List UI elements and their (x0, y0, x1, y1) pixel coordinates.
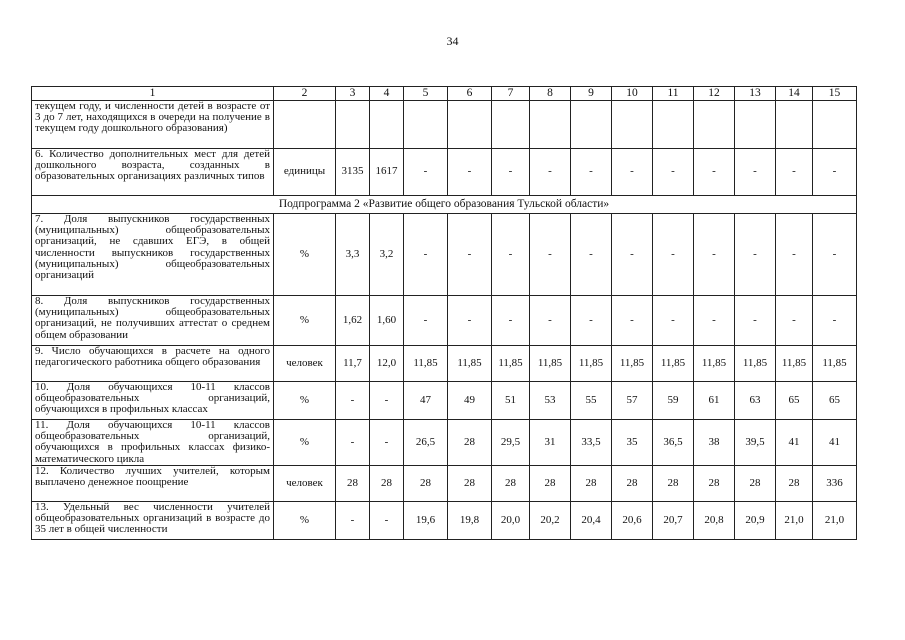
header-cell: 7 (492, 87, 530, 101)
value-cell: 11,85 (813, 346, 857, 382)
value-cell: 21,0 (813, 501, 857, 539)
value-cell: - (492, 296, 530, 346)
value-cell: - (813, 296, 857, 346)
value-cell: - (404, 214, 448, 296)
value-cell: - (530, 296, 571, 346)
value-cell: 36,5 (653, 420, 694, 466)
unit-cell: % (274, 296, 336, 346)
value-cell: 11,85 (448, 346, 492, 382)
value-cell: 21,0 (776, 501, 813, 539)
value-cell: 3,3 (336, 214, 370, 296)
value-cell: 11,85 (404, 346, 448, 382)
header-cell: 9 (571, 87, 612, 101)
value-cell (492, 101, 530, 149)
header-cell: 1 (32, 87, 274, 101)
table-row (32, 382, 857, 420)
value-cell: - (370, 420, 404, 466)
value-cell: 3135 (336, 149, 370, 196)
indicators-table (31, 86, 857, 540)
value-cell: 55 (571, 382, 612, 420)
value-cell: 28 (404, 465, 448, 501)
value-cell: 20,6 (612, 501, 653, 539)
indicator-description: 6. Количество дополнительных мест для детей дошкольного возраста, созданных в образовательных организациях различных типов (32, 149, 274, 196)
value-cell: - (735, 214, 776, 296)
indicator-description: 10. Доля обучающихся 10-11 классов общеобразовательных организаций, обучающихся в профильных классах (32, 382, 274, 420)
value-cell: 20,2 (530, 501, 571, 539)
value-cell: 11,85 (735, 346, 776, 382)
table-row (32, 465, 857, 501)
value-cell: 3,2 (370, 214, 404, 296)
value-cell: - (404, 296, 448, 346)
value-cell: 11,85 (530, 346, 571, 382)
value-cell: 38 (694, 420, 735, 466)
value-cell: - (448, 296, 492, 346)
value-cell: - (776, 296, 813, 346)
value-cell: - (776, 149, 813, 196)
value-cell: 28 (336, 465, 370, 501)
unit-cell: % (274, 420, 336, 466)
value-cell: - (612, 296, 653, 346)
indicator-description: текущем году, и численности детей в возрасте от 3 до 7 лет, находящихся в очереди на получение в текущем году дошкольного образования) (32, 101, 274, 149)
indicator-description: 7. Доля выпускников государственных (муниципальных) общеобразовательных организаций, не сдавших ЕГЭ, в общей численности выпускников государственных (муниципальных) общеобразовательных организаций (32, 214, 274, 296)
value-cell: 1,62 (336, 296, 370, 346)
value-cell (530, 101, 571, 149)
value-cell: - (735, 296, 776, 346)
value-cell: 29,5 (492, 420, 530, 466)
value-cell: 11,85 (776, 346, 813, 382)
subprogram-row (32, 196, 857, 214)
value-cell: 28 (448, 420, 492, 466)
value-cell: 39,5 (735, 420, 776, 466)
value-cell: 65 (776, 382, 813, 420)
value-cell: - (370, 501, 404, 539)
header-cell: 5 (404, 87, 448, 101)
value-cell: - (612, 214, 653, 296)
value-cell: - (694, 296, 735, 346)
header-cell: 6 (448, 87, 492, 101)
header-cell: 3 (336, 87, 370, 101)
value-cell: 51 (492, 382, 530, 420)
unit-cell: % (274, 501, 336, 539)
value-cell: - (492, 149, 530, 196)
value-cell: 11,85 (571, 346, 612, 382)
value-cell: 11,85 (653, 346, 694, 382)
value-cell: 41 (776, 420, 813, 466)
value-cell: - (404, 149, 448, 196)
value-cell (404, 101, 448, 149)
value-cell: - (336, 420, 370, 466)
table-row (32, 501, 857, 539)
value-cell: 61 (694, 382, 735, 420)
header-row (32, 87, 857, 101)
value-cell (370, 101, 404, 149)
value-cell: 12,0 (370, 346, 404, 382)
value-cell: 11,7 (336, 346, 370, 382)
value-cell: 20,8 (694, 501, 735, 539)
value-cell: - (694, 214, 735, 296)
header-cell: 2 (274, 87, 336, 101)
value-cell: 41 (813, 420, 857, 466)
indicator-description: 12. Количество лучших учителей, которым выплачено денежное поощрение (32, 465, 274, 501)
value-cell (612, 101, 653, 149)
header-cell: 12 (694, 87, 735, 101)
value-cell: 26,5 (404, 420, 448, 466)
indicator-description: 9. Число обучающихся в расчете на одного педагогического работника общего образования (32, 346, 274, 382)
value-cell: 28 (530, 465, 571, 501)
value-cell: 49 (448, 382, 492, 420)
value-cell (336, 101, 370, 149)
value-cell: - (813, 149, 857, 196)
header-cell: 15 (813, 87, 857, 101)
table-row (32, 346, 857, 382)
value-cell (694, 101, 735, 149)
value-cell: 28 (612, 465, 653, 501)
subprogram-title: Подпрограмма 2 «Развитие общего образования Тульской области» (32, 196, 857, 214)
value-cell: 20,9 (735, 501, 776, 539)
value-cell (448, 101, 492, 149)
header-cell: 4 (370, 87, 404, 101)
value-cell: - (336, 501, 370, 539)
value-cell: 28 (571, 465, 612, 501)
value-cell: - (571, 149, 612, 196)
value-cell: 28 (735, 465, 776, 501)
value-cell: 47 (404, 382, 448, 420)
value-cell: 1617 (370, 149, 404, 196)
value-cell: - (492, 214, 530, 296)
value-cell: - (776, 214, 813, 296)
value-cell: 31 (530, 420, 571, 466)
value-cell: 11,85 (694, 346, 735, 382)
indicator-description: 13. Удельный вес численности учителей общеобразовательных организаций в возрасте до 35 лет в общей численности (32, 501, 274, 539)
header-cell: 8 (530, 87, 571, 101)
value-cell: - (653, 296, 694, 346)
value-cell: 20,0 (492, 501, 530, 539)
value-cell: 57 (612, 382, 653, 420)
page-number: 34 (446, 34, 459, 48)
header-cell: 14 (776, 87, 813, 101)
value-cell: 336 (813, 465, 857, 501)
value-cell: - (612, 149, 653, 196)
value-cell: - (571, 214, 612, 296)
value-cell: - (530, 214, 571, 296)
value-cell: 53 (530, 382, 571, 420)
value-cell: 28 (492, 465, 530, 501)
value-cell: 59 (653, 382, 694, 420)
unit-cell: человек (274, 465, 336, 501)
value-cell: 28 (694, 465, 735, 501)
value-cell: 19,8 (448, 501, 492, 539)
unit-cell: человек (274, 346, 336, 382)
value-cell (735, 101, 776, 149)
value-cell (653, 101, 694, 149)
value-cell: 20,4 (571, 501, 612, 539)
value-cell: 33,5 (571, 420, 612, 466)
value-cell: 1,60 (370, 296, 404, 346)
value-cell: 19,6 (404, 501, 448, 539)
value-cell: 35 (612, 420, 653, 466)
value-cell: - (336, 382, 370, 420)
unit-cell: % (274, 382, 336, 420)
value-cell: - (653, 214, 694, 296)
value-cell: - (653, 149, 694, 196)
indicator-description: 8. Доля выпускников государственных (муниципальных) общеобразовательных организаций, не получивших аттестат о среднем общем образовании (32, 296, 274, 346)
value-cell (776, 101, 813, 149)
value-cell: 28 (370, 465, 404, 501)
value-cell: - (813, 214, 857, 296)
header-cell: 13 (735, 87, 776, 101)
value-cell: 28 (776, 465, 813, 501)
header-cell: 10 (612, 87, 653, 101)
table-row (32, 420, 857, 466)
value-cell (571, 101, 612, 149)
value-cell: - (448, 149, 492, 196)
value-cell: 65 (813, 382, 857, 420)
unit-cell: единицы (274, 149, 336, 196)
indicator-description: 11. Доля обучающихся 10-11 классов общеобразовательных организаций, обучающихся в профильных классах физико-математического цикла (32, 420, 274, 466)
value-cell (813, 101, 857, 149)
value-cell: - (530, 149, 571, 196)
unit-cell (274, 101, 336, 149)
value-cell: - (571, 296, 612, 346)
value-cell: 11,85 (612, 346, 653, 382)
value-cell: 63 (735, 382, 776, 420)
table-row (32, 296, 857, 346)
value-cell: 11,85 (492, 346, 530, 382)
value-cell: - (735, 149, 776, 196)
value-cell: 20,7 (653, 501, 694, 539)
value-cell: - (448, 214, 492, 296)
table-row (32, 214, 857, 296)
header-cell: 11 (653, 87, 694, 101)
value-cell: 28 (448, 465, 492, 501)
unit-cell: % (274, 214, 336, 296)
value-cell: - (694, 149, 735, 196)
value-cell: 28 (653, 465, 694, 501)
table-row (32, 149, 857, 196)
value-cell: - (370, 382, 404, 420)
table-row (32, 101, 857, 149)
